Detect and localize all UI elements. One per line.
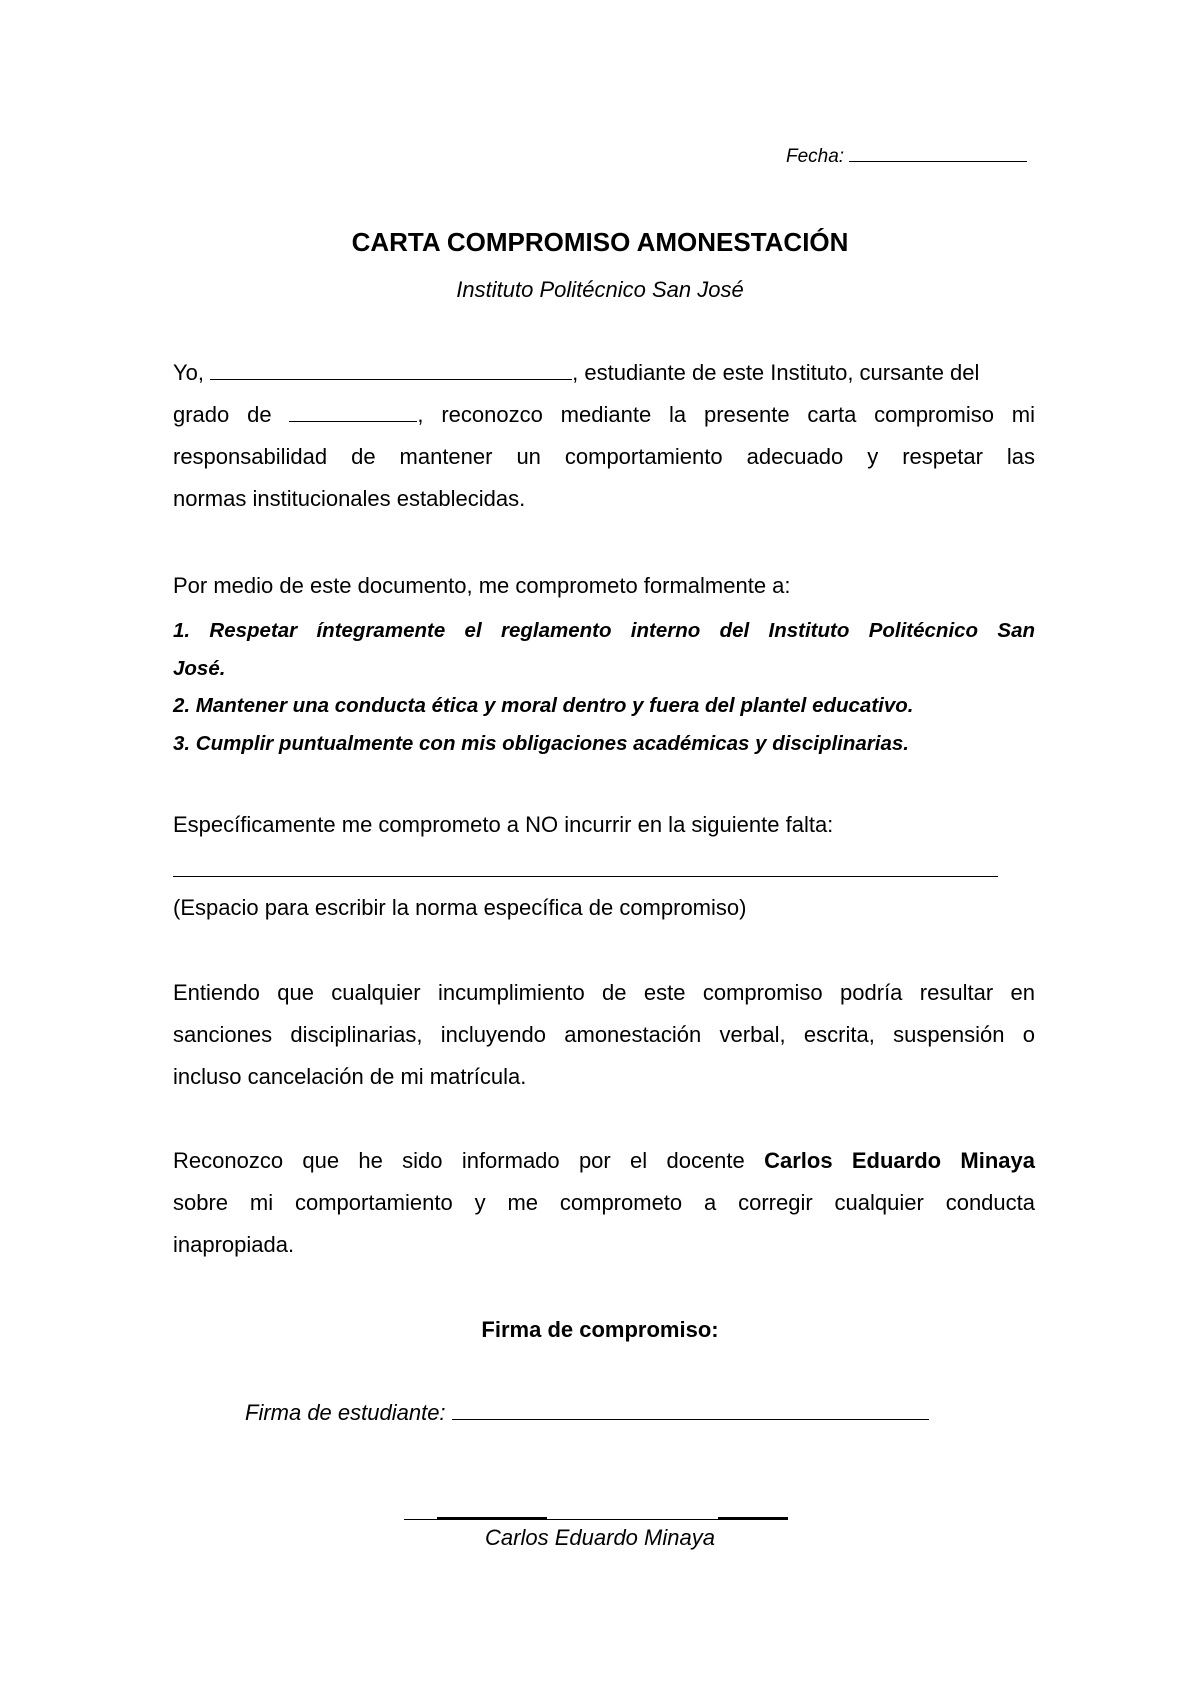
teacher-signature-line-accent-left [437, 1517, 547, 1519]
commitment-item-3: 3. Cumplir puntualmente con mis obligaciones académicas y disciplinarias. [173, 732, 909, 755]
document-title: CARTA COMPROMISO AMONESTACIÓN [351, 227, 849, 257]
student-signature-field [245, 1400, 929, 1426]
specific-hint: (Espacio para escribir la norma específica de compromiso) [173, 895, 747, 920]
signature-heading: Firma de compromiso: [481, 1317, 719, 1342]
intro-paragraph [173, 352, 1035, 520]
intro-line-2: grado de , reconozco mediante la presente carta compromiso mi [173, 402, 1035, 427]
teacher-signature-line-accent-right [718, 1517, 788, 1519]
student-signature-label: Firma de estudiante: [245, 1400, 446, 1425]
grade-blank[interactable] [289, 403, 417, 422]
commitment-item-2: 2. Mantener una conducta ética y moral dentro y fuera del plantel educativo. [173, 694, 914, 717]
commitment-item-1: 1. Respetar íntegramente el reglamento interno del Instituto Politécnico San José. [173, 619, 1035, 680]
student-signature-blank[interactable] [452, 1401, 929, 1420]
intro-line-4: normas institucionales establecidas. [173, 486, 526, 511]
teacher-name: Carlos Eduardo Minaya [764, 1148, 1035, 1173]
date-field [786, 143, 1027, 168]
intro-line-3: responsabilidad de mantener un comportamiento adecuado y respetar las [173, 444, 1035, 469]
specific-fault-line[interactable] [173, 876, 998, 877]
consequences-paragraph: Entiendo que cualquier incumplimiento de este compromiso podría resultar en sanciones disciplinarias, incluyendo amonestación verbal, escrita, suspensión o incluso cancelación de mi matrícula. [173, 980, 1035, 1089]
intro-line-1: Yo, , estudiante de este Instituto, cursante del [173, 360, 980, 385]
commitments-lead: Por medio de este documento, me comprometo formalmente a: [173, 573, 791, 598]
institute-subtitle: Instituto Politécnico San José [456, 277, 744, 302]
teacher-signature-line [404, 1519, 788, 1520]
date-label: Fecha: [786, 146, 845, 167]
date-blank[interactable] [849, 143, 1027, 162]
student-name-blank[interactable] [210, 361, 572, 380]
acknowledgement-paragraph: Reconozco que he sido informado por el docente Carlos Eduardo Minaya sobre mi comportamiento y me comprometo a corregir cualquier conducta inapropiada. [173, 1148, 1035, 1257]
teacher-signature-name: Carlos Eduardo Minaya [485, 1525, 715, 1550]
specific-lead: Específicamente me comprometo a NO incurrir en la siguiente falta: [173, 812, 834, 837]
